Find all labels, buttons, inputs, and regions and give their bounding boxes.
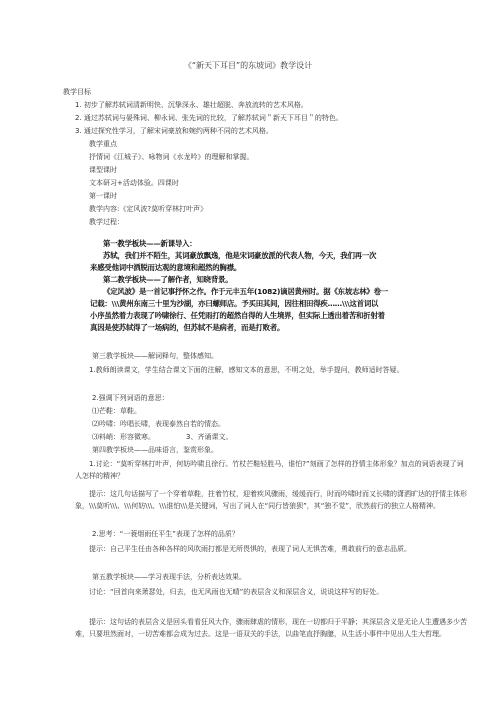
hand-line-1: 第一教学板块——新课导入： [103, 239, 197, 248]
part4-q1: 1.讨论：“莫听穿林打叶声，何妨吟啸且徐行。竹杖芒鞋轻胜马，谁怕?”刻画了怎样的抒情主体形象？加点的词语表现了词人怎样的精神？ [75, 460, 464, 480]
term-1: ⑴芒鞋：草鞋。 [92, 407, 141, 415]
part4-heading: 第四教学板块——品味语言，鉴赏形象。 [92, 446, 218, 454]
part3-p1: 1.教师朗读课文，学生结合课文下面的注解，感知文本的意思，不明之处，举手提问，教师适时答疑。 [89, 366, 404, 374]
part5-a: 提示：这句话的表层含义是回头看看狂风大作，骤雨肆虐的情形，现在一切都归于平静；其深层含义是无论人生遭遇多少苦难，只要坦然面对，一切苦难都会成为过去。这是一语双关的手法，以曲笔直抒胸臆，从生活小事件中见出人生大哲理。 [75, 618, 467, 638]
objectives-heading: 教学目标 [63, 88, 91, 96]
hand-line-7: 小序虽然着力表现了吟啸徐行、任凭雨打的超然自得的人生境界，但实际上透出着苦和折射着 [90, 311, 385, 320]
term-3: ⑶料峭：形容微寒。 [92, 433, 155, 441]
hours-heading: 课型课时 [89, 166, 117, 174]
recite-text: 3、齐诵课文。 [186, 433, 233, 441]
hand-line-6: 记载：\\\黄州东南三十里为沙湖，亦曰螺师店。予买田其间，因往相田得疾……\\\这首词以 [90, 299, 379, 308]
lesson-content: 教学内容:《定风波?莫听穿林打叶声》 [89, 205, 208, 213]
document-title: 《“新天下耳目”的东坡词》教学设计 [183, 61, 313, 70]
objective-item-3: 3. 通过探究性学习，了解宋词豪放和婉约两种不同的艺术风格。 [75, 127, 273, 135]
hand-line-2: 苏轼，我们并不陌生，其词豪放飘逸，他是宋词豪放派的代表人物，今天，我们再一次 [103, 251, 377, 260]
hours-text: 文本研习+活动体验。四课时 [89, 179, 179, 187]
hand-line-8: 真因是使苏轼得了一场病的，但苏轼不是病者，而是打败者。 [90, 323, 285, 332]
part4-a2: 提示：自己平生任由各种各样的风吹雨打都是无所畏惧的，表现了词人无惧苦难，勇敢前行的意志品质。 [89, 545, 411, 553]
objective-item-2: 2. 通过苏轼词与晏殊词、柳永词、张先词的比较，了解苏轼词＂新天下耳目＂的特色。 [75, 114, 343, 122]
objective-item-1: 1. 初步了解苏轼词清新明快、沉挚深永、雄壮超脱、奔放流转的艺术风格。 [75, 101, 308, 109]
part4-a1: 提示：这几句话描写了一个穿着草鞋，拄着竹杖，迎着疾风骤雨，缓缓而行，时而吟啸时而又长啸的潇洒旷达的抒情主体形象，\\\莫听\\\、\\\何妨\\\、\\\谁怕\\\是关键词，写出了词人在“同行皆狼狈”，其“独不觉”，欣然前行的独立人格精神。 [75, 490, 467, 510]
lesson-process: 教学过程： [89, 218, 124, 226]
hand-line-3: 来感受他词中洒脱而达观的意境和超然的胸襟。 [90, 263, 242, 272]
part3-p2: 2.强调下列词语的意思： [92, 394, 169, 402]
part4-q2: 2.思考：“一蓑烟雨任平生”表现了怎样的品质？ [92, 530, 239, 538]
part5-heading: 第五教学板块——学习表现手法，分析表达效果。 [92, 573, 246, 581]
hand-line-4: 第二教学板块——了解作者，知晓背景。 [103, 275, 233, 284]
first-lesson-heading: 第一课时 [89, 192, 117, 200]
hand-line-5: 《定风波》是一首记事抒怀之作。作于元丰五年(1082)谪居黄州时。据《东坡志林》卷一 [103, 287, 388, 296]
focus-text: 抒情词《江城子》、咏物词《水龙吟》的理解和掌握。 [89, 153, 254, 161]
part3-heading: 第三教学板块——解词释句，整体感知。 [92, 352, 218, 360]
focus-heading: 教学重点 [89, 140, 117, 148]
part5-q: 讨论：“回首向来萧瑟处，归去，也无风雨也无晴”的表层含义和深层含义，说说这样写的好处。 [89, 588, 384, 596]
term-2: ⑵吟啸：吟唱长啸，表现泰然自若的情态。 [92, 420, 225, 428]
